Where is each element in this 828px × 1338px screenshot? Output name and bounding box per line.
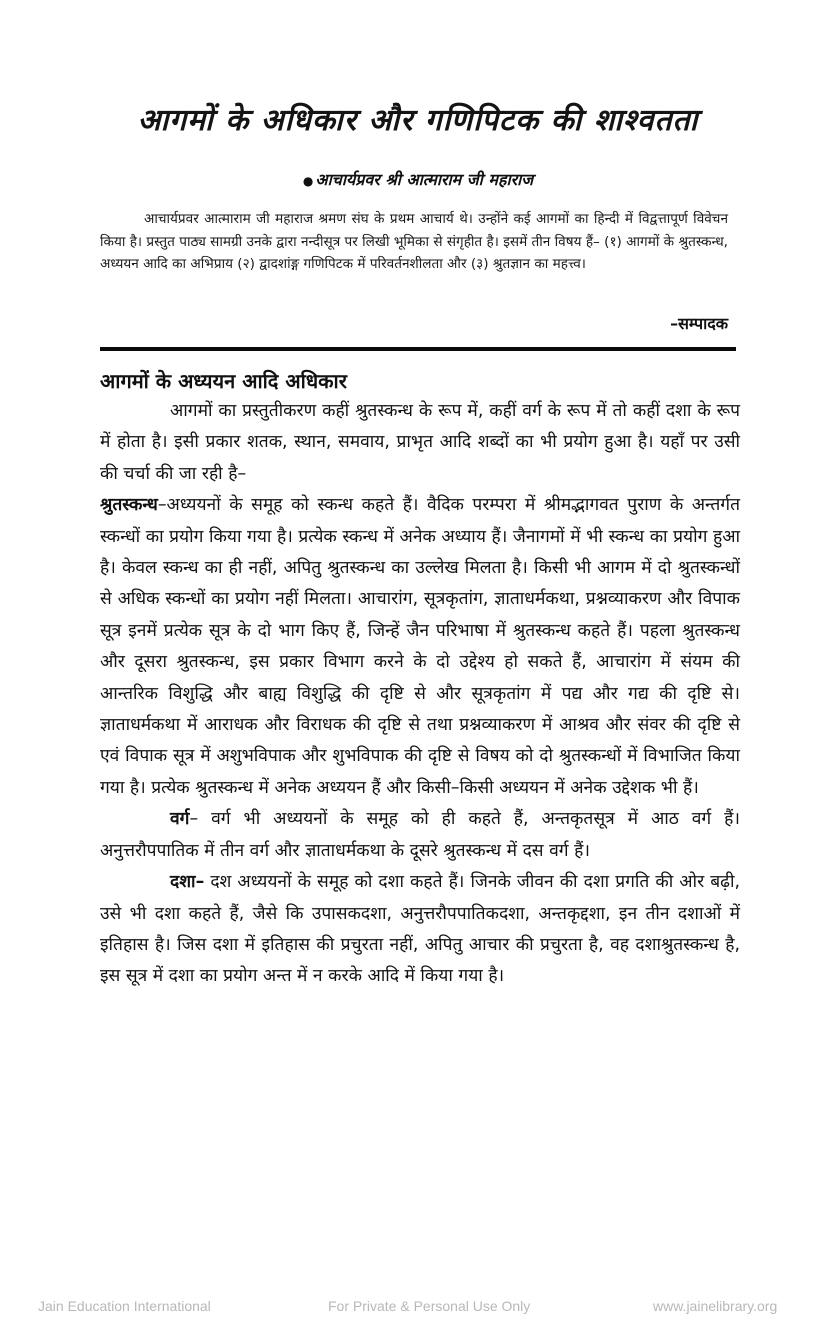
editor-introduction (100, 208, 728, 276)
paragraph-dasha: दशा– दश अध्ययनों के समूह को दशा कहते हैं। जिनके जीवन की दशा प्रगति की ओर बढ़ी, उसे भी दशा कहते हैं, जैसे कि उपासकदशा, अनुत्तरौपपातिकदशा, अन्तकृद्दशा, इन तीन दशाओं में इतिहास है। जिस दशा में इतिहास की प्रचुरता नहीं, अपितु आचार की प्रचुरता है, वह दशाश्रुतस्कन्ध है, इस सूत्र में दशा का प्रयोग अन्त में न करके आदि में किया गया है। (100, 872, 740, 987)
paragraph-shrutaskandha: श्रुतस्कन्ध–अध्ययनों के समूह को स्कन्ध कहते हैं। वैदिक परम्परा में श्रीमद्भागवत पुराण के अन्तर्गत स्कन्धों का प्रयोग किया गया है। प्रत्येक स्कन्ध में अनेक अध्याय हैं। जैनागमों में भी स्कन्ध का प्रयोग हुआ है। केवल स्कन्ध का ही नहीं, अपितु श्रुतस्कन्ध का उल्लेख मिलता है। किसी भी आगम में दो श्रुतस्कन्धों से अधिक स्कन्धों का प्रयोग नहीं मिलता। आचारांग, सूत्रकृतांग, ज्ञाताधर्मकथा, प्रश्नव्याकरण और विपाक सूत्र इनमें प्रत्येक सूत्र के दो भाग किए हैं, जिन्हें जैन परिभाषा में श्रुतस्कन्ध कहते हैं। पहला श्रुतस्कन्ध और दूसरा श्रुतस्कन्ध, इस प्रकार विभाग करने के दो उद्देश्य हो सकते हैं, आचारांग में संयम की आन्तरिक विशुद्धि और बाह्य विशुद्धि की दृष्टि से और सूत्रकृतांग में पद्य और गद्य की दृष्टि से। ज्ञाताधर्मकथा में आराधक और विराधक की दृष्टि से तथा प्रश्नव्याकरण में आश्रव और संवर की दृष्टि से एवं विपाक सूत्र में अशुभविपाक और शुभविपाक की दृष्टि से विषय को दो श्रुतस्कन्धों में विभाजित किया गया है। प्रत्येक श्रुतस्कन्ध में अनेक अध्ययन हैं और किसी–किसी अध्ययन में अनेक उद्देशक भी हैं। (100, 495, 740, 798)
footer-website-link[interactable]: www.jainelibrary.org (653, 1298, 778, 1314)
term-label: वर्ग (170, 809, 190, 830)
author-name: आचार्यप्रवर श्री आत्माराम जी महाराज (315, 170, 534, 189)
term-label: श्रुतस्कन्ध (100, 495, 158, 516)
article-title: आगमों के अधिकार और गणिपिटक की शाश्वतता (137, 103, 699, 138)
editor-credit: –सम्पादक (670, 314, 728, 333)
author-line (100, 168, 736, 190)
footer-publisher: Jain Education International (38, 1298, 211, 1314)
footer-notice: For Private & Personal Use Only (328, 1298, 531, 1314)
article-body (100, 366, 740, 993)
intro-text: आचार्यप्रवर आत्माराम जी महाराज श्रमण संघ के प्रथम आचार्य थे। उन्होंने कई आगमों का हिन्दी में विद्वत्तापूर्ण विवेचन किया है। प्रस्तुत पाठ्य सामग्री उनके द्वारा नन्दीसूत्र पर लिखी भूमिका से संगृहीत है। इसमें तीन विषय हैं– (१) आगमों के श्रुतस्कन्ध, अध्ययन आदि का अभिप्राय (२) द्वादशांङ्ग गणिपिटक में परिवर्तनशीलता और (३) श्रुतज्ञान का महत्त्व। (100, 211, 728, 272)
term-label: दशा– (170, 872, 205, 893)
paragraph-varga: वर्ग– वर्ग भी अध्ययनों के समूह को ही कहते हैं, अन्तकृतसूत्र में आठ वर्ग हैं। अनुत्तरौपपातिक में तीन वर्ग और ज्ञाताधर्मकथा के दूसरे श्रुतस्कन्ध में दस वर्ग हैं। (100, 809, 740, 861)
divider (100, 347, 736, 351)
paragraph-intro: आगमों का प्रस्तुतीकरण कहीं श्रुतस्कन्ध के रूप में, कहीं वर्ग के रूप में तो कहीं दशा के रूप में होता है। इसी प्रकार शतक, स्थान, समवाय, प्राभृत आदि शब्दों का भी प्रयोग हुआ है। यहाँ पर उसी की चर्चा की जा रही है– (100, 401, 740, 484)
page-footer (0, 1298, 828, 1318)
bullet-icon: ● (302, 173, 314, 188)
section-heading: आगमों के अध्ययन आदि अधिकार (100, 369, 347, 393)
